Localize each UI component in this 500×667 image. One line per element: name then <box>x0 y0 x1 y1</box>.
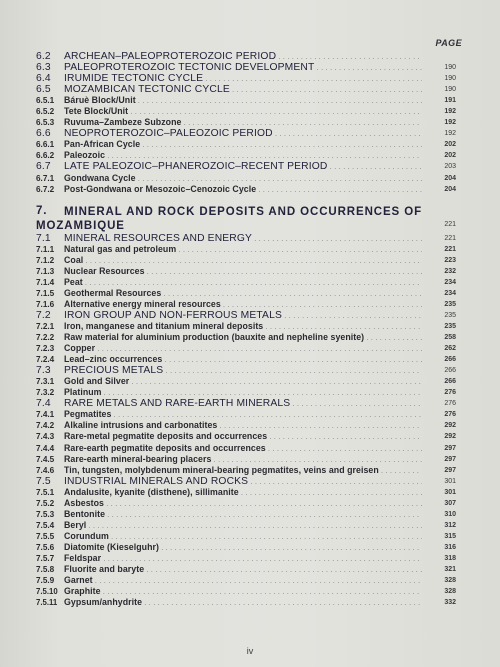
toc-entry-title: Alternative energy mineral resources . . . <box>64 299 422 310</box>
toc-entry-number: 7.5.5 <box>36 531 55 541</box>
toc-entry-title: Alkaline intrusions and carbonatites . . . <box>64 420 422 431</box>
toc-section-6 <box>36 51 456 195</box>
toc-entry-title: Pegmatites . . . <box>64 409 422 420</box>
toc-entry-title: Báruè Block/Unit . . . <box>64 95 422 106</box>
toc-entry-page: 312 <box>444 521 456 529</box>
toc-entry <box>36 387 456 398</box>
toc-entry-number: 6.7 <box>36 161 51 173</box>
toc-entry-page: 266 <box>444 356 456 364</box>
toc-entry <box>36 454 456 465</box>
toc-entry-number: 7.4 <box>36 398 51 410</box>
toc-entry-title: Gold and Silver . . . <box>64 376 422 387</box>
toc-entry-title: Coal . . . <box>64 255 422 266</box>
toc-entry-number: 7.4.6 <box>36 465 55 475</box>
toc-entry <box>36 288 456 299</box>
toc-entry-number: 6.6.2 <box>36 151 55 161</box>
toc-entry <box>36 597 456 608</box>
toc-entry-page: 276 <box>444 400 456 408</box>
toc-entry-number: 7.1.1 <box>36 244 55 254</box>
toc-entry-page: 202 <box>444 141 456 149</box>
toc-entry <box>36 184 456 195</box>
toc-entry <box>36 95 456 106</box>
toc-entry-page: 266 <box>444 378 456 386</box>
toc-entry <box>36 343 456 354</box>
toc-entry <box>36 117 456 128</box>
toc-entry <box>36 310 456 321</box>
toc-entry-title: Garnet . . . <box>64 575 422 586</box>
chapter-page: 221 <box>444 220 456 228</box>
toc-entry-page: 190 <box>444 75 456 83</box>
toc-entry-number: 6.3 <box>36 62 51 74</box>
toc-entry-page: 266 <box>444 367 456 375</box>
toc-entry-number: 7.4.1 <box>36 410 55 420</box>
toc-entry <box>36 84 456 95</box>
toc-entry-title: Rare-earth pegmatite deposits and occurrences . . . <box>64 443 422 454</box>
toc-entry <box>36 139 456 150</box>
toc-entry <box>36 465 456 476</box>
toc-entry-number: 7.5.6 <box>36 542 55 552</box>
toc-entry <box>36 233 456 244</box>
toc-entry <box>36 128 456 139</box>
toc-entry-page: 310 <box>444 510 456 518</box>
toc-entry-number: 7.5.2 <box>36 498 55 508</box>
toc-entry <box>36 575 456 586</box>
toc-entry-page: 316 <box>444 543 456 551</box>
toc-entry-title: Diatomite (Kieselguhr) . . . <box>64 542 422 553</box>
table-of-contents <box>36 51 456 608</box>
toc-entry-title: PALEOPROTEROZOIC TECTONIC DEVELOPMENT . . . <box>64 62 422 73</box>
toc-entry-title: Bentonite . . . <box>64 509 422 520</box>
toc-entry-page: 192 <box>444 130 456 138</box>
toc-entry-number: 7.2.3 <box>36 344 55 354</box>
toc-entry <box>36 255 456 266</box>
toc-entry-number: 6.5.2 <box>36 107 55 117</box>
toc-entry-title: Geothermal Resources . . . <box>64 288 422 299</box>
toc-entry-title: IRON GROUP AND NON-FERROUS METALS . . . <box>64 310 422 321</box>
toc-entry-number: 6.6 <box>36 128 51 140</box>
toc-entry <box>36 106 456 117</box>
toc-entry <box>36 443 456 454</box>
toc-entry-page: 292 <box>444 433 456 441</box>
toc-entry-title: Andalusite, kyanite (disthene), sillimanite . . . <box>64 487 422 498</box>
toc-section-7 <box>36 233 456 609</box>
toc-entry-number: 6.6.1 <box>36 140 55 150</box>
toc-entry-page: 276 <box>444 411 456 419</box>
toc-entry <box>36 173 456 184</box>
toc-entry-title: Tete Block/Unit . . . <box>64 106 422 117</box>
toc-entry-title: Feldspar . . . <box>64 553 422 564</box>
toc-entry <box>36 476 456 487</box>
toc-entry <box>36 51 456 62</box>
toc-entry <box>36 161 456 172</box>
toc-entry-title: Raw material for aluminium production (bauxite and nepheline syenite) . . . <box>64 332 422 343</box>
toc-entry-number: 6.4 <box>36 73 51 85</box>
toc-entry-title: Pan-African Cycle . . . <box>64 139 422 150</box>
toc-entry-page: 192 <box>444 108 456 116</box>
toc-entry-number: 6.5 <box>36 84 51 96</box>
toc-entry-page: 204 <box>444 174 456 182</box>
toc-entry-title: Nuclear Resources . . . <box>64 266 422 277</box>
chapter-title-line1: MINERAL AND ROCK DEPOSITS AND OCCURRENCES OF <box>64 205 422 218</box>
toc-entry <box>36 244 456 255</box>
toc-entry-number: 7.5.7 <box>36 553 55 563</box>
toc-entry <box>36 365 456 376</box>
toc-entry-number: 7.1.6 <box>36 299 55 309</box>
toc-entry <box>36 531 456 542</box>
toc-entry-page: 221 <box>444 234 456 242</box>
toc-entry-page: 332 <box>444 599 456 607</box>
toc-entry-title: Ruvuma–Zambeze Subzone . . . <box>64 117 422 128</box>
toc-entry-title: Tin, tungsten, molybdenum mineral-bearing pegmatites, veins and greisen . . . <box>64 465 422 476</box>
toc-entry-title: INDUSTRIAL MINERALS AND ROCKS . . . <box>64 476 422 487</box>
toc-entry-number: 7.3 <box>36 365 51 377</box>
toc-entry-page: 328 <box>444 577 456 585</box>
toc-entry-page: 276 <box>444 389 456 397</box>
toc-entry <box>36 509 456 520</box>
toc-entry-number: 7.1 <box>36 232 51 244</box>
toc-entry-page: 301 <box>444 477 456 485</box>
toc-entry-number: 7.5.8 <box>36 565 55 575</box>
toc-entry-page: 192 <box>444 119 456 127</box>
toc-entry-page: 190 <box>444 86 456 94</box>
toc-chapter-heading <box>36 205 456 233</box>
toc-entry-title: MINERAL RESOURCES AND ENERGY . . . <box>64 233 422 244</box>
toc-entry <box>36 553 456 564</box>
toc-entry-title: MOZAMBICAN TECTONIC CYCLE . . . <box>64 84 422 95</box>
toc-entry-page: 258 <box>444 334 456 342</box>
toc-entry <box>36 277 456 288</box>
toc-entry <box>36 354 456 365</box>
toc-entry-number: 7.1.2 <box>36 255 55 265</box>
toc-entry-number: 7.2 <box>36 309 51 321</box>
toc-entry-page: 234 <box>444 289 456 297</box>
toc-entry-number: 7.5.1 <box>36 487 55 497</box>
toc-entry-number: 7.4.4 <box>36 443 55 453</box>
toc-entry-page: 292 <box>444 422 456 430</box>
toc-entry-page: 321 <box>444 566 456 574</box>
toc-entry <box>36 420 456 431</box>
toc-entry <box>36 542 456 553</box>
toc-entry-title: LATE PALEOZOIC–PHANEROZOIC–RECENT PERIOD . . . <box>64 161 422 172</box>
toc-entry-title: Platinum . . . <box>64 387 422 398</box>
toc-entry-title: IRUMIDE TECTONIC CYCLE . . . <box>64 73 422 84</box>
toc-entry-title: Rare-earth mineral-bearing placers . . . <box>64 454 422 465</box>
toc-entry-title: Peat . . . <box>64 277 422 288</box>
toc-entry-page: 307 <box>444 499 456 507</box>
toc-entry-title: RARE METALS AND RARE-EARTH MINERALS . . . <box>64 398 422 409</box>
toc-entry-title: Beryl . . . <box>64 520 422 531</box>
toc-entry <box>36 299 456 310</box>
toc-entry-page: 297 <box>444 466 456 474</box>
toc-entry <box>36 431 456 442</box>
toc-entry-title: ARCHEAN–PALEOPROTEROZOIC PERIOD . . . <box>64 51 422 62</box>
toc-entry-title: Gypsum/anhydrite . . . <box>64 597 422 608</box>
toc-entry-number: 7.5.9 <box>36 576 55 586</box>
toc-entry-page: 203 <box>444 163 456 171</box>
toc-entry-title: Natural gas and petroleum . . . <box>64 244 422 255</box>
toc-entry-number: 6.5.1 <box>36 96 55 106</box>
toc-entry-title: NEOPROTEROZOIC–PALEOZOIC PERIOD . . . <box>64 128 422 139</box>
toc-entry-number: 7.2.4 <box>36 355 55 365</box>
page-number: iv <box>246 646 254 656</box>
toc-entry <box>36 498 456 509</box>
toc-entry-page: 235 <box>444 322 456 330</box>
toc-entry <box>36 487 456 498</box>
toc-entry-number: 6.5.3 <box>36 118 55 128</box>
toc-entry-number: 7.5 <box>36 475 51 487</box>
toc-entry-page: 318 <box>444 554 456 562</box>
toc-entry-number: 7.1.4 <box>36 277 55 287</box>
toc-entry <box>36 332 456 343</box>
toc-entry <box>36 376 456 387</box>
toc-entry <box>36 586 456 597</box>
toc-entry <box>36 520 456 531</box>
toc-entry-title: Lead–zinc occurrences . . . <box>64 354 422 365</box>
chapter-title-line2: MOZAMBIQUE <box>36 219 125 232</box>
toc-entry-page: 235 <box>444 300 456 308</box>
toc-entry-title: Gondwana Cycle . . . <box>64 173 422 184</box>
toc-entry-title: Asbestos . . . <box>64 498 422 509</box>
toc-entry-number: 7.3.1 <box>36 377 55 387</box>
toc-entry-page: 328 <box>444 588 456 596</box>
toc-entry-page: 232 <box>444 267 456 275</box>
toc-entry <box>36 564 456 575</box>
toc-entry-number: 7.2.2 <box>36 333 55 343</box>
toc-entry-number: 7.1.3 <box>36 266 55 276</box>
toc-entry-page: 315 <box>444 532 456 540</box>
toc-entry-number: 7.4.3 <box>36 432 55 442</box>
toc-entry-title: Post-Gondwana or Mesozoic–Cenozoic Cycle . . . <box>64 184 422 195</box>
toc-entry <box>36 398 456 409</box>
toc-entry-number: 7.3.2 <box>36 388 55 398</box>
toc-entry-number: 7.5.3 <box>36 509 55 519</box>
page-column-header: PAGE <box>435 38 462 48</box>
toc-entry <box>36 266 456 277</box>
toc-entry <box>36 150 456 161</box>
toc-entry-number: 7.2.1 <box>36 321 55 331</box>
toc-entry <box>36 409 456 420</box>
toc-entry-title: Iron, manganese and titanium mineral deposits . . . <box>64 321 422 332</box>
toc-entry-number: 7.5.10 <box>36 587 58 597</box>
toc-entry-title: Fluorite and baryte . . . <box>64 564 422 575</box>
toc-entry-number: 7.4.5 <box>36 454 55 464</box>
toc-entry-title: Corundum . . . <box>64 531 422 542</box>
toc-entry-page: 262 <box>444 345 456 353</box>
toc-entry <box>36 62 456 73</box>
toc-entry-number: 7.4.2 <box>36 421 55 431</box>
toc-entry-page: 221 <box>444 245 456 253</box>
toc-entry-title: PRECIOUS METALS . . . <box>64 365 422 376</box>
toc-entry <box>36 73 456 84</box>
toc-entry-number: 6.7.2 <box>36 184 55 194</box>
toc-entry-number: 7.5.4 <box>36 520 55 530</box>
toc-entry-page: 301 <box>444 488 456 496</box>
toc-entry-page: 190 <box>444 64 456 72</box>
toc-entry-page: 297 <box>444 455 456 463</box>
chapter-number: 7. <box>36 204 48 217</box>
toc-entry-page: 204 <box>444 185 456 193</box>
toc-entry-title: Paleozoic . . . <box>64 150 422 161</box>
toc-entry-number: 7.5.11 <box>36 598 58 608</box>
toc-entry <box>36 321 456 332</box>
toc-entry-number: 6.2 <box>36 51 51 62</box>
toc-entry-number: 7.1.5 <box>36 288 55 298</box>
toc-entry-page: 191 <box>444 97 456 105</box>
toc-entry-page: 202 <box>444 152 456 160</box>
toc-entry-number: 6.7.1 <box>36 173 55 183</box>
toc-entry-page: 297 <box>444 444 456 452</box>
toc-entry-title: Graphite . . . <box>64 586 422 597</box>
toc-entry-page: 234 <box>444 278 456 286</box>
toc-entry-page: 235 <box>444 311 456 319</box>
toc-entry-title: Rare-metal pegmatite deposits and occurrences . . . <box>64 431 422 442</box>
toc-entry-title: Copper . . . <box>64 343 422 354</box>
toc-entry-page: 223 <box>444 256 456 264</box>
